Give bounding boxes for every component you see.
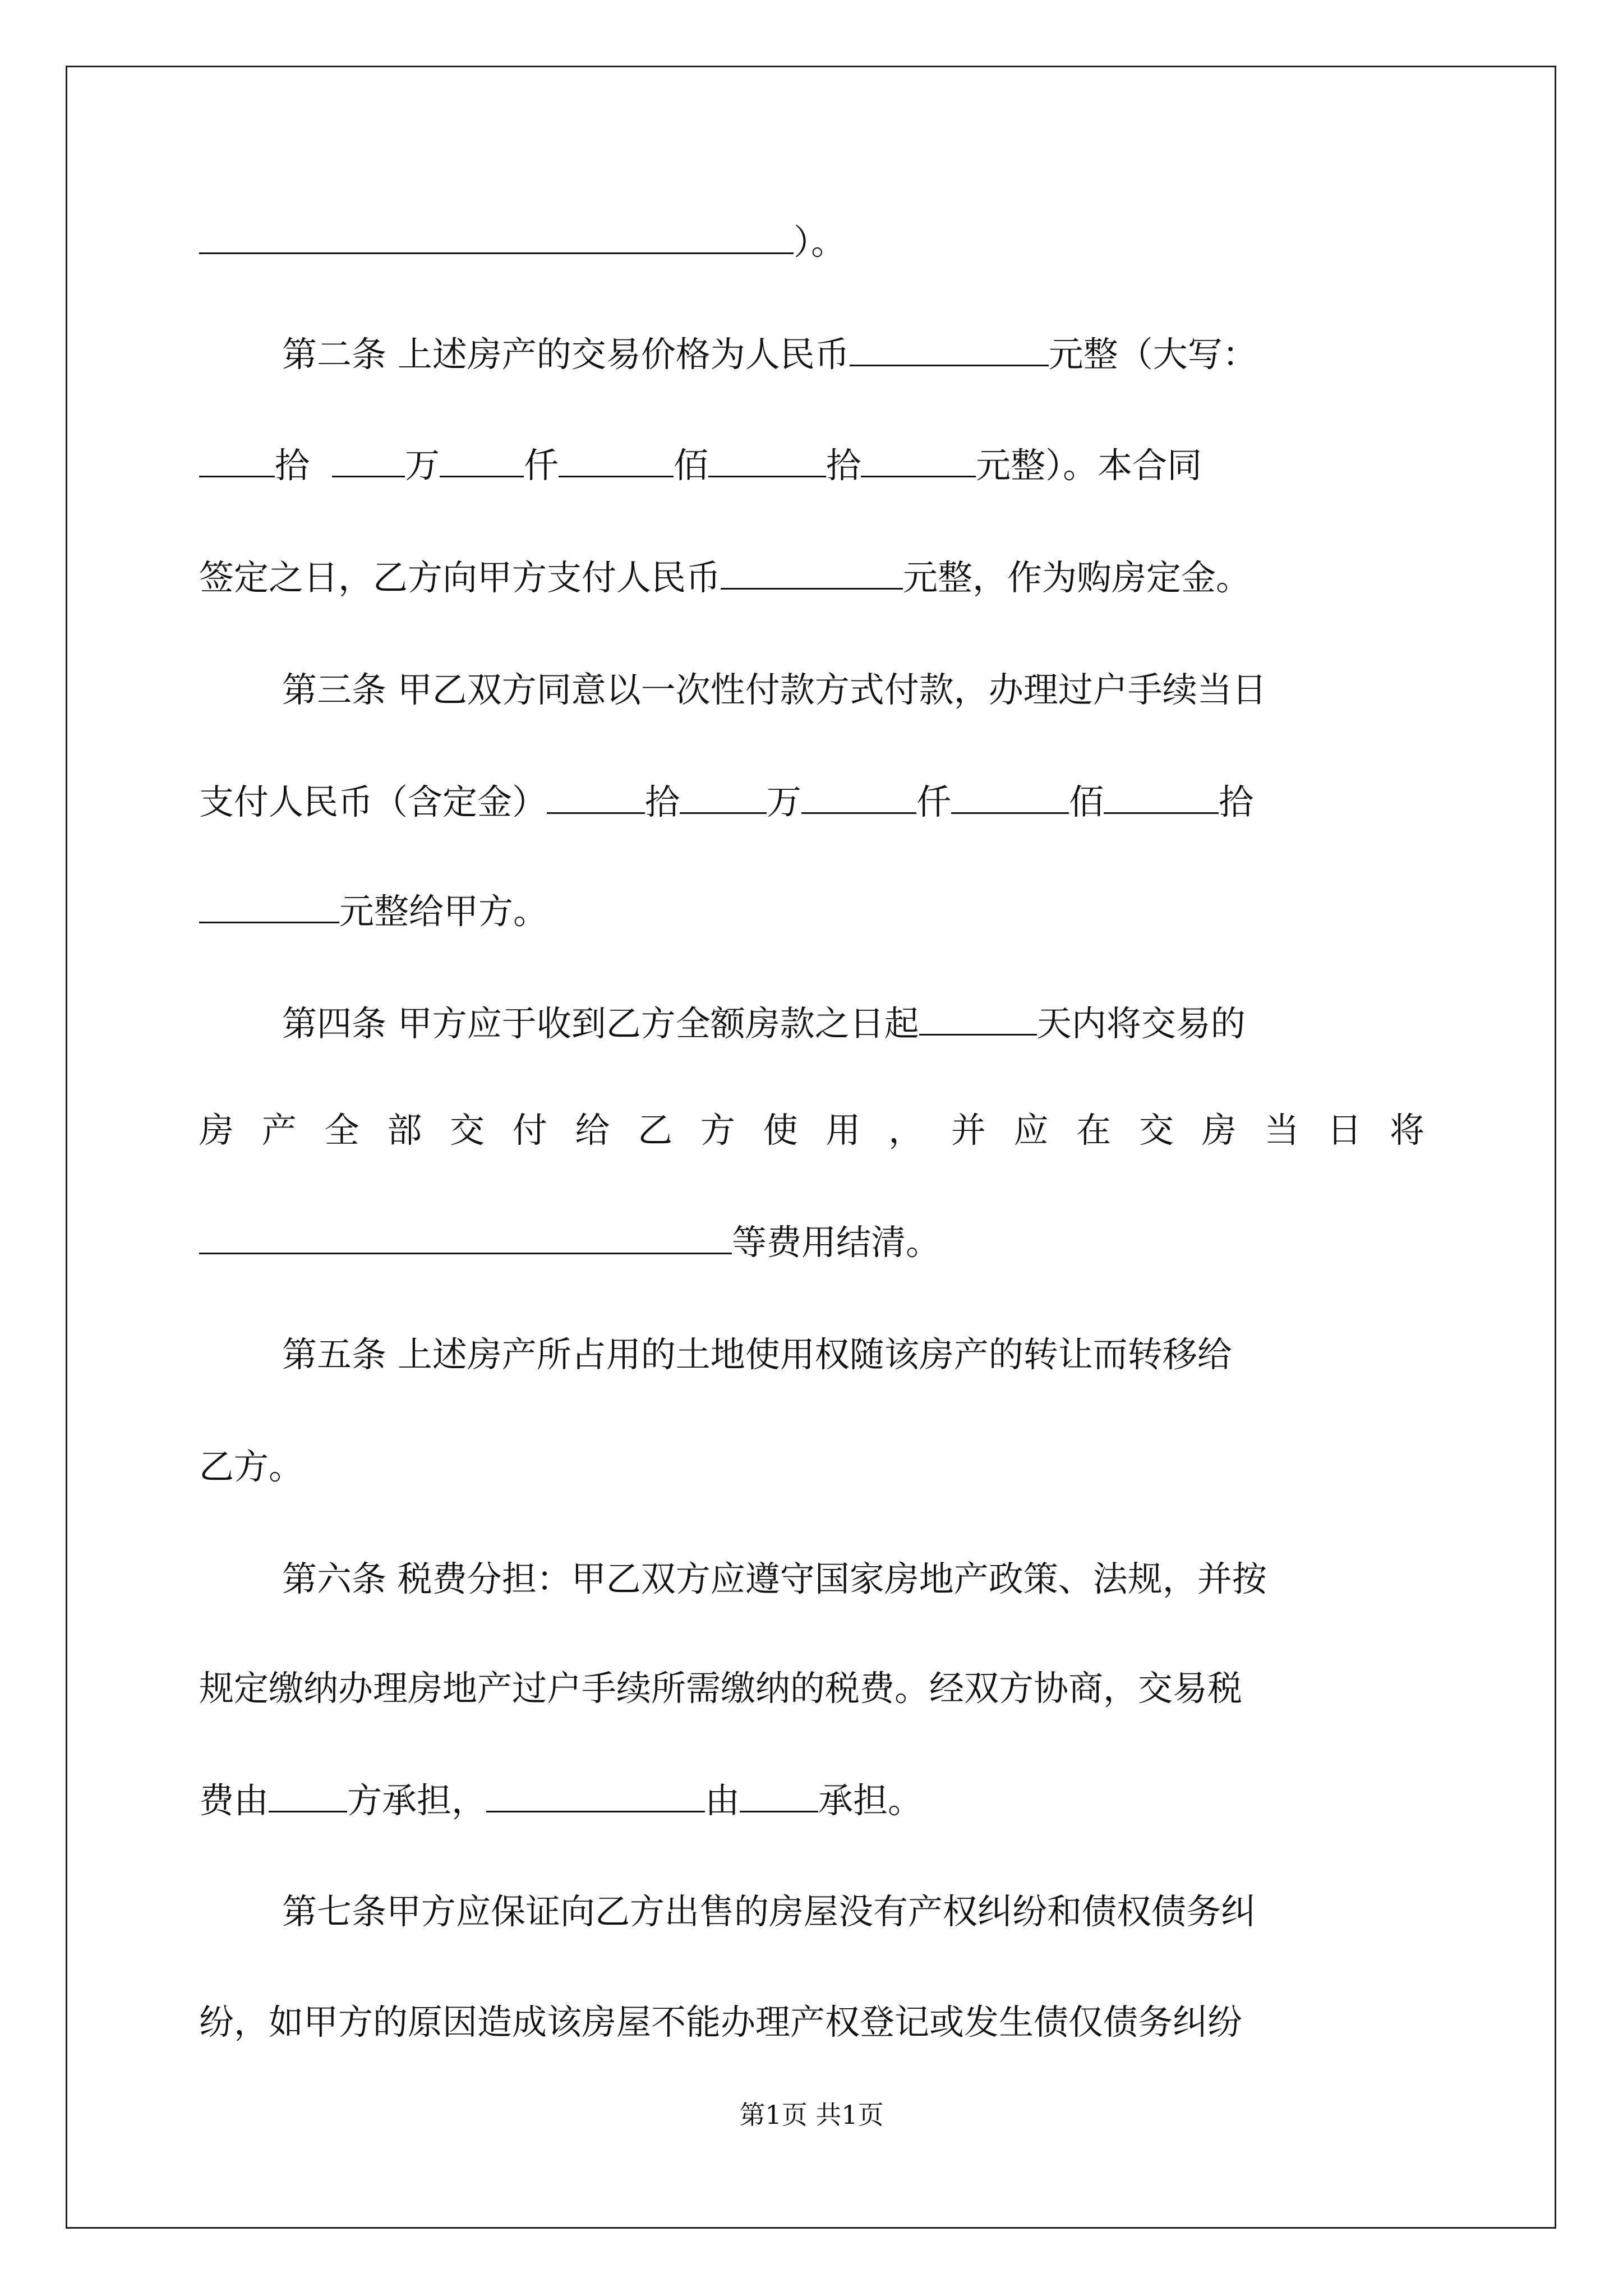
article-3-line-3	[199, 889, 1424, 934]
article-6-line-1	[199, 1557, 1507, 1602]
text-segment: 仟	[524, 445, 559, 486]
text-segment: 乙方。	[199, 1446, 304, 1487]
text-segment: 拾	[645, 781, 680, 822]
article-2-line-2	[199, 443, 1424, 488]
text-char: 付	[512, 1110, 547, 1151]
text-segment: 第三条 甲乙双方同意以一次性付款方式付款，办理过户手续当日	[282, 669, 1267, 710]
text-segment: 支付人民币（含定金）	[199, 781, 547, 822]
fill-blank	[680, 781, 767, 814]
article-4-line-3	[199, 1220, 1424, 1265]
text-char: 交	[1139, 1110, 1174, 1151]
text-segment: 佰	[1069, 781, 1104, 822]
text-segment: 纷，如甲方的原因造成该房屋不能办理产权登记或发生债仅债务纠纷	[199, 2001, 1243, 2042]
fill-blank	[199, 1221, 732, 1254]
text-segment: 拾	[826, 445, 861, 486]
text-char: 部	[387, 1110, 422, 1151]
text-segment: 元整给甲方。	[339, 891, 548, 932]
text-segment: 元整（大写：	[1048, 334, 1257, 375]
fill-blank	[740, 1779, 818, 1812]
fill-blank	[269, 1779, 347, 1812]
text-segment: 第五条 上述房产所占用的土地使用权随该房产的转让而转移给	[282, 1334, 1232, 1375]
text-segment: 费由	[199, 1780, 269, 1821]
text-segment: 万	[405, 445, 440, 486]
text-segment: 佰	[674, 445, 709, 486]
fill-blank	[559, 444, 674, 477]
text-char: 全	[324, 1110, 359, 1151]
text-char: 日	[1327, 1110, 1362, 1151]
page-footer: 第1页 共1页	[739, 2100, 884, 2130]
text-char: 应	[1013, 1110, 1049, 1151]
text-segment: 等费用结清。	[732, 1222, 941, 1263]
article-2-line-3	[199, 555, 1424, 600]
text-char: 给	[575, 1110, 610, 1151]
article-2-line-1	[199, 332, 1507, 377]
text-char: 方	[700, 1110, 735, 1151]
text-char: 交	[449, 1110, 485, 1151]
fill-blank	[721, 556, 903, 590]
fill-blank	[547, 781, 645, 814]
fill-blank	[1104, 781, 1219, 814]
article-5-line-2	[199, 1444, 1424, 1489]
fill-blank	[332, 444, 405, 477]
text-segment: 拾	[1219, 781, 1254, 822]
fill-blank	[199, 221, 794, 254]
fill-blank	[708, 444, 826, 477]
text-char: 乙	[638, 1110, 673, 1151]
text-segment: 第二条 上述房产的交易价格为人民币	[282, 334, 850, 375]
text-segment: 由	[705, 1780, 740, 1821]
text-segment: 第四条 甲方应于收到乙方全额房款之日起	[282, 1003, 919, 1044]
text-segment: 拾	[275, 445, 310, 486]
article-3-line-2	[199, 780, 1424, 825]
fill-blank	[486, 1779, 705, 1812]
text-char: 用	[826, 1110, 861, 1151]
fill-blank	[951, 781, 1069, 814]
text-segment: 方承担，	[347, 1780, 487, 1821]
text-char: 使	[763, 1110, 798, 1151]
fill-blank	[850, 333, 1049, 366]
text-char: 在	[1076, 1110, 1112, 1151]
article-4-line-1	[199, 1001, 1507, 1046]
text-char: 并	[951, 1110, 986, 1151]
article-7-line-1	[199, 1889, 1507, 1934]
text-segment: 第七条甲方应保证向乙方出售的房屋没有产权纠纷和债权债务纠	[282, 1891, 1256, 1932]
fill-blank	[440, 444, 524, 477]
article-7-line-2	[199, 2000, 1424, 2045]
fill-blank	[919, 1002, 1037, 1036]
text-segment: 天内将交易的	[1036, 1003, 1246, 1044]
fill-blank	[199, 444, 275, 477]
fill-blank	[199, 890, 339, 923]
article-3-line-1	[199, 668, 1507, 712]
text-char: 产	[261, 1110, 297, 1151]
text-segment: 万	[767, 781, 802, 822]
article-4-line-2	[199, 1108, 1424, 1153]
text-char: 房	[199, 1110, 234, 1151]
fill-blank	[801, 781, 916, 814]
text-segment: 承担。	[818, 1780, 923, 1821]
article-6-line-2	[199, 1666, 1424, 1711]
fill-blank	[861, 444, 976, 477]
text-char: 当	[1264, 1110, 1299, 1151]
text-segment: 签定之日，乙方向甲方支付人民币	[199, 557, 721, 598]
text-segment: ）。	[794, 222, 846, 263]
text-segment: 元整）。本合同	[976, 445, 1202, 486]
text-segment: 元整，作为购房定金。	[903, 557, 1251, 598]
article-6-line-3	[199, 1778, 1424, 1823]
text-line	[199, 220, 1424, 265]
text-char: 房	[1201, 1110, 1237, 1151]
text-segment: 规定缴纳办理房地产过户手续所需缴纳的税费。经双方协商，交易税	[199, 1668, 1243, 1709]
text-segment: 仟	[916, 781, 952, 822]
article-5-line-1	[199, 1332, 1507, 1377]
text-segment: 第六条 税费分担：甲乙双方应遵守国家房地产政策、法规，并按	[282, 1558, 1267, 1599]
text-char: 将	[1389, 1110, 1424, 1151]
text-char: ，	[888, 1110, 924, 1151]
